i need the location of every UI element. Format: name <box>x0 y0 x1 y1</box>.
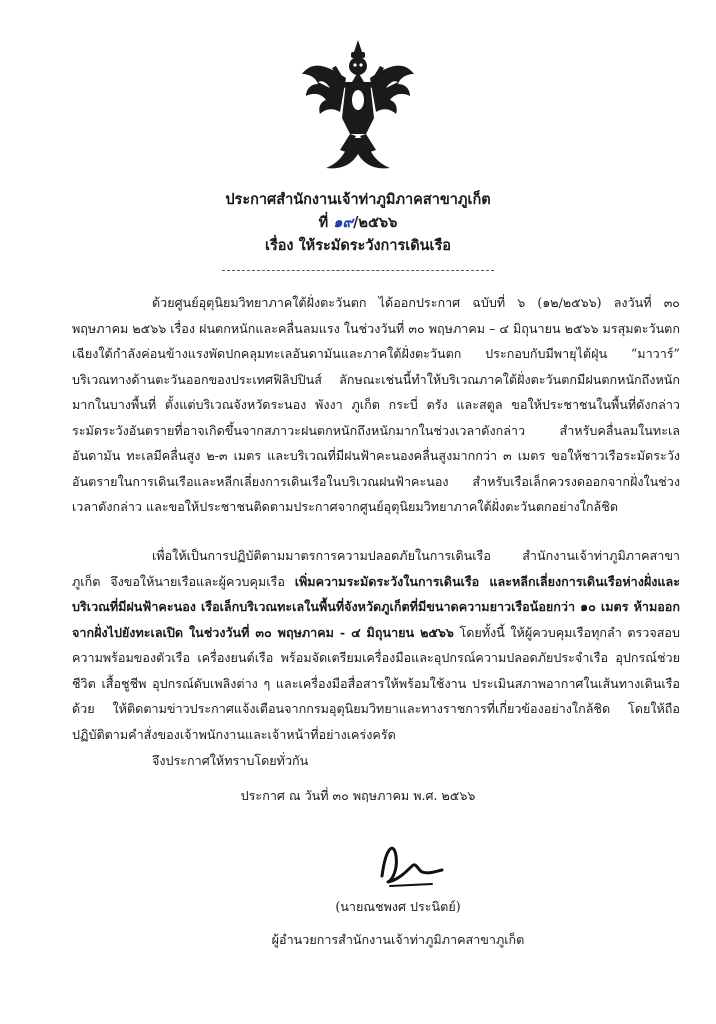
number-suffix: /๒๕๖๖ <box>353 214 398 231</box>
signer-title: ผู้อำนวยการสำนักงานเจ้าท่าภูมิภาคสาขาภูเก็ต <box>271 932 525 947</box>
body-paragraph-1: ด้วยศูนย์อุตุนิยมวิทยาภาคใต้ฝั่งตะวันตก ได้ออกประกาศ ฉบับที่ ๖ (๑๒/๒๕๖๖) ลงวันที่ ๓๐ พฤษภาคม ๒๕๖๖ เรื่อง ฝนตกหนักและคลื่นลมแรง ในช่วงวันที่ ๓๐ พฤษภาคม – ๔ มิถุนายน ๒๕๖๖ มรสุมตะวันตกเฉียงใต้กำลังค่อนข้างแรงพัดปกคลุมทะเลอันดามันและภาคใต้ฝั่งตะวันตก ประกอบกับมีพายุไต้ฝุ่น “มาวาร์” บริเวณทางด้านตะวันออกของประเทศฟิลิปปินส์ ลักษณะเช่นนี้ทำให้บริเวณภาคใต้ฝั่งตะวันตกมีฝนตกหนักถึงหนักมากในบางพื้นที่ ตั้งแต่บริเวณจังหวัดระนอง พังงา ภูเก็ต กระบี่ ตรัง และสตูล ขอให้ประชาชนในพื้นที่ดังกล่าวระมัดระวังอันตรายที่อาจเกิดขึ้นจากสภาวะฝนตกหนักถึงหนักมากในช่วงเวลาดังกล่าว สำหรับคลื่นลมในทะเลอันดามัน ทะเลมีคลื่นสูง ๒-๓ เมตร และบริเวณที่มีฝนฟ้าคะนองคลื่นสูงมากกว่า ๓ เมตร ขอให้ชาวเรือระมัดระวังอันตรายในการเดินเรือและหลีกเลี่ยงการเดินเรือในบริเวณฝนฟ้าคะนอง สำหรับเรือเล็กควรงดออกจากฝั่งในช่วงเวลาดังกล่าว และขอให้ประชาชนติดตามประกาศจากศูนย์อุตุนิยมวิทยาภาคใต้ฝั่งตะวันตกอย่างใกล้ชิด <box>72 295 680 514</box>
paragraph-2-rest: โดยทั้งนี้ ให้ผู้ควบคุมเรือทุกลำ ตรวจสอบความพร้อมของตัวเรือ เครื่องยนต์เรือ พร้อมจัดเตรียมเครื่องมือและอุปกรณ์ความปลอดภัยประจำเรือ อุปกรณ์ช่วยชีวิต เสื้อชูชีพ อุปกรณ์ดับเพลิงต่าง ๆ และเครื่องมือสื่อสารให้พร้อมใช้งาน ประเมินสภาพอากาศในเส้นทางเดินเรือด้วย ให้ติดตามข่าวประกาศแจ้งเตือนจากกรมอุตุนิยมวิทยาและทางราชการที่เกี่ยวข้องอย่างใกล้ชิด โดยให้ถือปฏิบัติตามคำสั่งของเจ้าพนักงานและเจ้าหน้าที่อย่างเคร่งครัด <box>72 624 680 742</box>
body-paragraph-2 <box>72 543 680 747</box>
paragraph-2-emphasis: เพิ่มความระมัดระวังในการเดินเรือ และหลีกเลี่ยงการเดินเรือห่างฝั่งและบริเวณที่มีฝนฟ้าคะนอง เรือเล็กบริเวณทะเลในพื้นที่จังหวัดภูเก็ตที่มีขนาดความยาวเรือน้อยกว่า ๑๐ เมตร ห้ามออกจากฝั่งไปยังทะเลเปิด ในช่วงวันที่ ๓๐ พฤษภาคม - ๔ มิถุนายน ๒๕๖๖ <box>72 573 680 640</box>
garuda-emblem-icon <box>296 38 420 173</box>
announcement-title: ประกาศสำนักงานเจ้าท่าภูมิภาคสาขาภูเก็ต <box>225 191 491 208</box>
announcement-subject: เรื่อง ให้ระมัดระวังการเดินเรือ <box>264 237 451 254</box>
signature-icon <box>372 836 448 892</box>
signer-name: (นายณชพงศ ประนิตย์) <box>335 899 461 914</box>
header-divider <box>222 270 494 271</box>
announcement-date: ประกาศ ณ วันที่ ๓๐ พฤษภาคม พ.ศ. ๒๕๖๖ <box>240 788 476 803</box>
announcement-number <box>0 211 716 234</box>
paragraph-2-intro: เพื่อให้เป็นการปฏิบัติตามมาตรการความปลอดภัยในการเดินเรือ สำนักงานเจ้าท่าภูมิภาคสาขาภูเก็ต จึงขอให้นายเรือและผู้ควบคุมเรือ <box>72 548 680 589</box>
closing-line: จึงประกาศให้ทราบโดยทั่วกัน <box>152 753 309 768</box>
number-handwritten: ๑๙ <box>333 214 354 231</box>
number-prefix: ที่ <box>318 214 329 231</box>
